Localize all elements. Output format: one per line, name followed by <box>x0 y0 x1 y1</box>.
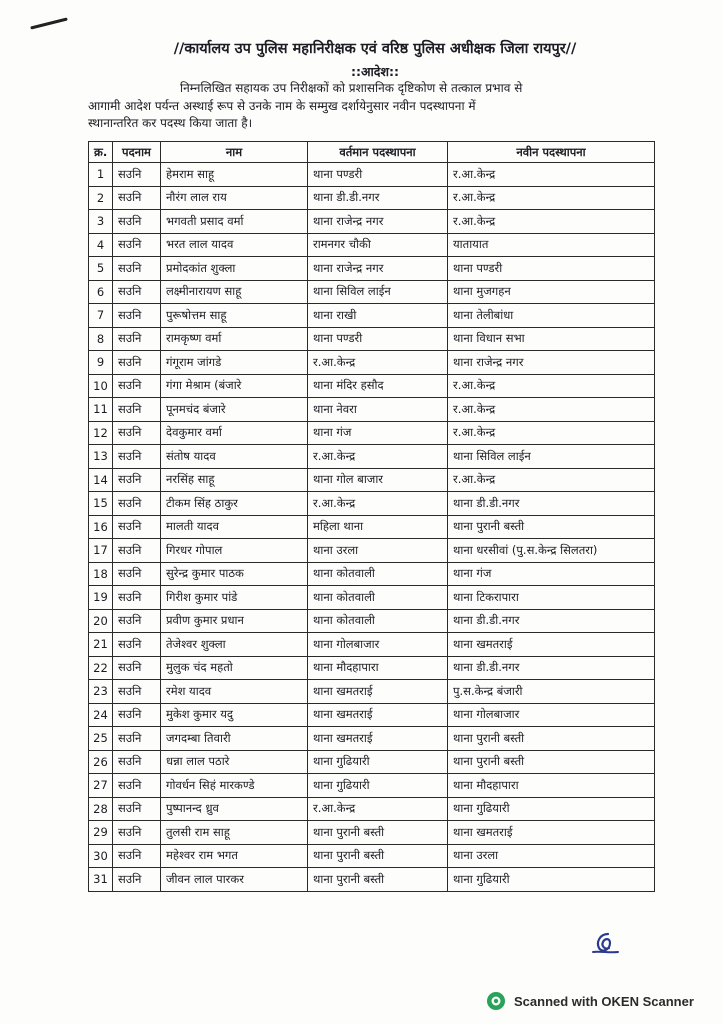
table-row <box>89 163 655 187</box>
current-posting-cell: थाना कोतवाली <box>308 586 448 610</box>
designation-cell: सउनि <box>113 586 161 610</box>
new-posting-cell: र.आ.केन्द्र <box>448 421 655 445</box>
new-posting-cell: थाना उरला <box>448 844 655 868</box>
current-posting-cell: थाना नेवरा <box>308 398 448 422</box>
current-posting-cell: रामनगर चौकी <box>308 233 448 257</box>
new-posting-cell: थाना पुरानी बस्ती <box>448 727 655 751</box>
new-posting-cell: थाना खमतराई <box>448 821 655 845</box>
serial-cell: 12 <box>89 421 113 445</box>
designation-cell: सउनि <box>113 351 161 375</box>
designation-cell: सउनि <box>113 680 161 704</box>
new-posting-cell: पु.स.केन्द्र बंजारी <box>448 680 655 704</box>
table-row <box>89 257 655 281</box>
designation-cell: सउनि <box>113 233 161 257</box>
serial-cell: 30 <box>89 844 113 868</box>
serial-cell: 27 <box>89 774 113 798</box>
name-cell: तेजेश्वर शुक्ला <box>161 633 308 657</box>
table-row <box>89 868 655 892</box>
name-cell: पुष्पानन्द ध्रुव <box>161 797 308 821</box>
serial-cell: 24 <box>89 703 113 727</box>
current-posting-cell: थाना गुढियारी <box>308 774 448 798</box>
current-posting-cell: थाना गंज <box>308 421 448 445</box>
current-posting-cell: थाना उरला <box>308 539 448 563</box>
designation-cell: सउनि <box>113 750 161 774</box>
serial-cell: 5 <box>89 257 113 281</box>
table-row <box>89 374 655 398</box>
serial-cell: 15 <box>89 492 113 516</box>
designation-cell: सउनि <box>113 304 161 328</box>
new-posting-cell: थाना पुरानी बस्ती <box>448 750 655 774</box>
name-cell: नौरंग लाल राय <box>161 186 308 210</box>
designation-cell: सउनि <box>113 868 161 892</box>
name-cell: गिरीश कुमार पांडे <box>161 586 308 610</box>
serial-cell: 21 <box>89 633 113 657</box>
header-name: नाम <box>161 142 308 163</box>
scanner-watermark <box>486 990 694 1012</box>
header-new-posting: नवीन पदस्थापना <box>448 142 655 163</box>
new-posting-cell: थाना खमतराई <box>448 633 655 657</box>
new-posting-cell: र.आ.केन्द्र <box>448 210 655 234</box>
new-posting-cell: थाना गंज <box>448 562 655 586</box>
name-cell: रामकृष्ण वर्मा <box>161 327 308 351</box>
name-cell: मुकेश कुमार यदु <box>161 703 308 727</box>
new-posting-cell: थाना विधान सभा <box>448 327 655 351</box>
name-cell: मालती यादव <box>161 515 308 539</box>
designation-cell: सउनि <box>113 515 161 539</box>
name-cell: हेमराम साहू <box>161 163 308 187</box>
serial-cell: 2 <box>89 186 113 210</box>
current-posting-cell: र.आ.केन्द्र <box>308 492 448 516</box>
table-row <box>89 609 655 633</box>
designation-cell: सउनि <box>113 727 161 751</box>
name-cell: जगदम्बा तिवारी <box>161 727 308 751</box>
current-posting-cell: थाना डी.डी.नगर <box>308 186 448 210</box>
new-posting-cell: थाना गुढियारी <box>448 868 655 892</box>
serial-cell: 6 <box>89 280 113 304</box>
signature-icon <box>590 928 620 958</box>
designation-cell: सउनि <box>113 280 161 304</box>
designation-cell: सउनि <box>113 797 161 821</box>
table-row <box>89 186 655 210</box>
transfer-table <box>88 141 655 892</box>
new-posting-cell: थाना डी.डी.नगर <box>448 656 655 680</box>
current-posting-cell: थाना मौदहापारा <box>308 656 448 680</box>
table-header-row <box>89 142 655 163</box>
pen-mark <box>30 17 68 29</box>
order-paragraph <box>88 80 653 133</box>
designation-cell: सउनि <box>113 468 161 492</box>
table-row <box>89 233 655 257</box>
designation-cell: सउनि <box>113 609 161 633</box>
name-cell: लक्ष्मीनारायण साहू <box>161 280 308 304</box>
table-row <box>89 539 655 563</box>
current-posting-cell: थाना कोतवाली <box>308 609 448 633</box>
table-row <box>89 445 655 469</box>
table-row <box>89 304 655 328</box>
table-row <box>89 633 655 657</box>
serial-cell: 28 <box>89 797 113 821</box>
name-cell: प्रवीण कुमार प्रधान <box>161 609 308 633</box>
serial-cell: 31 <box>89 868 113 892</box>
name-cell: सुरेन्द्र कुमार पाठक <box>161 562 308 586</box>
current-posting-cell: थाना गोल बाजार <box>308 468 448 492</box>
designation-cell: सउनि <box>113 703 161 727</box>
new-posting-cell: थाना डी.डी.नगर <box>448 609 655 633</box>
table-row <box>89 351 655 375</box>
name-cell: नरसिंह साहू <box>161 468 308 492</box>
header-current-posting: वर्तमान पदस्थापना <box>308 142 448 163</box>
current-posting-cell: थाना पुरानी बस्ती <box>308 844 448 868</box>
serial-cell: 23 <box>89 680 113 704</box>
serial-cell: 20 <box>89 609 113 633</box>
new-posting-cell: थाना मौदहापारा <box>448 774 655 798</box>
name-cell: भगवती प्रसाद वर्मा <box>161 210 308 234</box>
oken-scanner-logo-icon <box>486 991 506 1011</box>
new-posting-cell: र.आ.केन्द्र <box>448 163 655 187</box>
name-cell: मुलुक चंद महतो <box>161 656 308 680</box>
name-cell: रमेश यादव <box>161 680 308 704</box>
current-posting-cell: र.आ.केन्द्र <box>308 445 448 469</box>
designation-cell: सउनि <box>113 421 161 445</box>
serial-cell: 9 <box>89 351 113 375</box>
current-posting-cell: र.आ.केन्द्र <box>308 351 448 375</box>
name-cell: गिरधर गोपाल <box>161 539 308 563</box>
name-cell: तुलसी राम साहू <box>161 821 308 845</box>
designation-cell: सउनि <box>113 656 161 680</box>
designation-cell: सउनि <box>113 539 161 563</box>
table-row <box>89 844 655 868</box>
new-posting-cell: थाना मुजगहन <box>448 280 655 304</box>
current-posting-cell: थाना खमतराई <box>308 703 448 727</box>
order-heading: ::आदेश:: <box>351 64 399 79</box>
name-cell: जीवन लाल पारकर <box>161 868 308 892</box>
table-row <box>89 680 655 704</box>
name-cell: धन्ना लाल पठारे <box>161 750 308 774</box>
current-posting-cell: थाना पण्डरी <box>308 327 448 351</box>
current-posting-cell: थाना सिविल लाईन <box>308 280 448 304</box>
name-cell: गोवर्धन सिहं मारकण्डे <box>161 774 308 798</box>
new-posting-cell: र.आ.केन्द्र <box>448 374 655 398</box>
designation-cell: सउनि <box>113 844 161 868</box>
table-row <box>89 562 655 586</box>
table-row <box>89 774 655 798</box>
designation-cell: सउनि <box>113 492 161 516</box>
serial-cell: 14 <box>89 468 113 492</box>
current-posting-cell: थाना गुढियारी <box>308 750 448 774</box>
name-cell: देवकुमार वर्मा <box>161 421 308 445</box>
table-row <box>89 750 655 774</box>
serial-cell: 8 <box>89 327 113 351</box>
new-posting-cell: थाना गुढियारी <box>448 797 655 821</box>
designation-cell: सउनि <box>113 210 161 234</box>
paragraph-line: स्थानान्तरित कर पदस्थ किया जाता है। <box>88 116 253 130</box>
serial-cell: 29 <box>89 821 113 845</box>
new-posting-cell: थाना तेलीबांधा <box>448 304 655 328</box>
serial-cell: 7 <box>89 304 113 328</box>
designation-cell: सउनि <box>113 821 161 845</box>
designation-cell: सउनि <box>113 562 161 586</box>
table-row <box>89 492 655 516</box>
serial-cell: 13 <box>89 445 113 469</box>
table-row <box>89 821 655 845</box>
name-cell: प्रमोदकांत शुक्ला <box>161 257 308 281</box>
designation-cell: सउनि <box>113 374 161 398</box>
serial-cell: 19 <box>89 586 113 610</box>
designation-cell: सउनि <box>113 633 161 657</box>
new-posting-cell: र.आ.केन्द्र <box>448 468 655 492</box>
current-posting-cell: थाना राजेन्द्र नगर <box>308 257 448 281</box>
serial-cell: 17 <box>89 539 113 563</box>
paragraph-line: निम्नलिखित सहायक उप निरीक्षकों को प्रशासनिक दृष्टिकोण से तत्काल प्रभाव से <box>180 81 523 95</box>
current-posting-cell: थाना पण्डरी <box>308 163 448 187</box>
designation-cell: सउनि <box>113 398 161 422</box>
serial-cell: 22 <box>89 656 113 680</box>
serial-cell: 1 <box>89 163 113 187</box>
table-row <box>89 703 655 727</box>
table-row <box>89 515 655 539</box>
designation-cell: सउनि <box>113 186 161 210</box>
new-posting-cell: र.आ.केन्द्र <box>448 398 655 422</box>
current-posting-cell: र.आ.केन्द्र <box>308 797 448 821</box>
new-posting-cell: र.आ.केन्द्र <box>448 186 655 210</box>
header-designation: पदनाम <box>113 142 161 163</box>
new-posting-cell: थाना पुरानी बस्ती <box>448 515 655 539</box>
table-row <box>89 421 655 445</box>
name-cell: महेश्वर राम भगत <box>161 844 308 868</box>
serial-cell: 16 <box>89 515 113 539</box>
table-row <box>89 586 655 610</box>
serial-cell: 4 <box>89 233 113 257</box>
table-row <box>89 398 655 422</box>
serial-cell: 18 <box>89 562 113 586</box>
table-row <box>89 797 655 821</box>
paragraph-line: आगामी आदेश पर्यन्त अस्थाई रूप से उनके नाम के सम्मुख दर्शायेनुसार नवीन पदस्थापना में <box>88 98 476 113</box>
serial-cell: 10 <box>89 374 113 398</box>
current-posting-cell: थाना राजेन्द्र नगर <box>308 210 448 234</box>
current-posting-cell: थाना पुरानी बस्ती <box>308 868 448 892</box>
name-cell: गंगूराम जांगडे <box>161 351 308 375</box>
name-cell: भरत लाल यादव <box>161 233 308 257</box>
name-cell: पूनमचंद बंजारे <box>161 398 308 422</box>
table-row <box>89 327 655 351</box>
designation-cell: सउनि <box>113 327 161 351</box>
new-posting-cell: थाना पण्डरी <box>448 257 655 281</box>
new-posting-cell: थाना गोलबाजार <box>448 703 655 727</box>
designation-cell: सउनि <box>113 445 161 469</box>
name-cell: पुरूषोत्तम साहू <box>161 304 308 328</box>
table-row <box>89 727 655 751</box>
new-posting-cell: यातायात <box>448 233 655 257</box>
current-posting-cell: थाना पुरानी बस्ती <box>308 821 448 845</box>
table-row <box>89 210 655 234</box>
header-serial: क्र. <box>89 142 113 163</box>
new-posting-cell: थाना सिविल लाईन <box>448 445 655 469</box>
new-posting-cell: थाना टिकरापारा <box>448 586 655 610</box>
new-posting-cell: थाना राजेन्द्र नगर <box>448 351 655 375</box>
table-body <box>89 163 655 892</box>
serial-cell: 11 <box>89 398 113 422</box>
designation-cell: सउनि <box>113 163 161 187</box>
faint-footer-line <box>92 934 432 944</box>
current-posting-cell: थाना खमतराई <box>308 680 448 704</box>
current-posting-cell: थाना गोलबाजार <box>308 633 448 657</box>
table-row <box>89 468 655 492</box>
designation-cell: सउनि <box>113 774 161 798</box>
serial-cell: 3 <box>89 210 113 234</box>
table-row <box>89 656 655 680</box>
current-posting-cell: थाना राखी <box>308 304 448 328</box>
office-title: //कार्यालय उप पुलिस महानिरीक्षक एवं वरिष्ठ पुलिस अधीक्षक जिला रायपुर// <box>173 41 577 57</box>
current-posting-cell: थाना कोतवाली <box>308 562 448 586</box>
name-cell: टीकम सिंह ठाकुर <box>161 492 308 516</box>
serial-cell: 26 <box>89 750 113 774</box>
current-posting-cell: थाना मंदिर हसौद <box>308 374 448 398</box>
name-cell: संतोष यादव <box>161 445 308 469</box>
serial-cell: 25 <box>89 727 113 751</box>
scanner-text: Scanned with OKEN Scanner <box>514 993 694 1009</box>
table-row <box>89 280 655 304</box>
name-cell: गंगा मेश्राम (बंजारे <box>161 374 308 398</box>
current-posting-cell: महिला थाना <box>308 515 448 539</box>
current-posting-cell: थाना खमतराई <box>308 727 448 751</box>
designation-cell: सउनि <box>113 257 161 281</box>
new-posting-cell: थाना धरसीवां (पु.स.केन्द्र सिलतरा) <box>448 539 655 563</box>
new-posting-cell: थाना डी.डी.नगर <box>448 492 655 516</box>
